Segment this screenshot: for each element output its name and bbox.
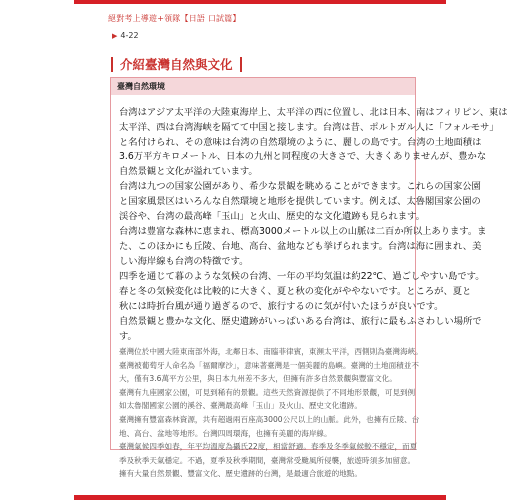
japanese-line: 太平洋、西は台湾海峡を隔てて中国と接します。台湾は昔、ポルトガル人に「フォルモサ」 (119, 121, 499, 133)
section-bar-right (240, 57, 242, 72)
breadcrumb: 絕對考上導遊+領隊【日語 口試篇】 (108, 14, 241, 23)
japanese-line: 3.6万平方キロメートル、日本の九州と同程度の大きさで、大きくありませんが、豊かな (119, 151, 487, 163)
chinese-line: 大，僅有3.6萬平方公里，與日本九州差不多大，但擁有許多自然景觀與豐富文化。 (119, 374, 397, 384)
section-header (111, 56, 242, 73)
chinese-line: 如太魯閣國家公園的溪谷、臺灣最高峰「玉山」及火山、歷史文化遺跡。 (119, 401, 362, 411)
page-number-label: 4-22 (120, 31, 139, 40)
japanese-line: 渓谷や、台湾の最高峰「玉山」と火山、歴史的な文化遺跡も見られます。 (119, 210, 425, 222)
chinese-line: 臺灣有九座國家公園，可見到稀有的景觀。這些天然資源提供了不同地形景觀，可見到例 (119, 387, 416, 397)
japanese-line: 秋には時折台風が通り過ぎるので、旅行するのに気が付いたほうが良いです。 (119, 300, 444, 312)
chinese-line: 臺灣擁有豐富森林資源，共有超過兩百座高3000公尺以上的山脈。此外，也擁有丘陵、台 (119, 414, 420, 424)
japanese-line: と名付けられ、その意味は台湾の自然環境のように、麗しの島です。台湾の土地面積は (119, 136, 482, 148)
japanese-line: 春と冬の気候変化は比較的に大きく、夏と秋の変化がややないです。ところが、夏と (119, 285, 472, 297)
japanese-line: 自然景観と豊かな文化、歴史遺跡がいっぱいある台湾は、旅行に最もふさわしい場所で (119, 315, 482, 327)
chinese-line: 地、高台、盆地等地形。台灣四周環海，也擁有美麗的海岸線。 (119, 428, 332, 438)
japanese-line: す。 (119, 330, 137, 342)
page-number (112, 31, 139, 40)
top-accent-bar (74, 0, 446, 4)
triangle-icon: ▶ (112, 32, 118, 40)
chinese-line: 臺灣被葡萄牙人命名為「福爾摩沙」，意味著臺灣是一個美麗的島嶼。臺灣的土地面積並不 (119, 360, 419, 370)
japanese-line: と国家風景区はいろんな自然環境と地形を提供しています。例えば、太魯閣国家公園の (119, 196, 481, 208)
japanese-line: 台湾は九つの国家公園があり、希少な景観を眺めることができます。これらの国家公園 (119, 181, 481, 193)
chinese-line: 擁有大量自然景觀、豐富文化、歷史遺跡的台灣，是最適合旅遊的地點。 (119, 469, 362, 479)
japanese-line: 台湾は豊富な森林に恵まれ、標高3000メートル以上の山脈は二百か所以上あります。ま (119, 226, 487, 238)
content-panel (110, 77, 508, 479)
panel-heading: 臺灣自然環境 (111, 78, 415, 95)
section-title: 介紹臺灣自然與文化 (120, 57, 233, 72)
chinese-text (119, 345, 423, 481)
japanese-line: 自然景観と文化が溢れています。 (119, 166, 258, 178)
chinese-line: 臺灣氣候四季如春，年平均溫度為攝氏22度，相當舒適。春季及冬季氣候較不穩定，而夏 (119, 442, 418, 452)
japanese-line: 四季を通じて暮のような気候の台湾、一年の平均気温は約22℃、過ごしやすい島です。 (119, 270, 485, 282)
japanese-line: しい海岸線も台湾の特徴です。 (119, 255, 249, 267)
japanese-line: 台湾はアジア太平洋の大陸東海岸上、太平洋の西に位置し、北は日本、南はフィリピン、東は (119, 107, 508, 118)
chinese-line: 季及秋季天氣穩定。不過，夏季及秋季期間，臺灣常受颱風所侵襲，旅遊時須多加留意。 (119, 455, 416, 465)
chinese-line: 臺灣位於中國大陸東南部外海，北鄰日本、南臨菲律賓，東瀕太平洋，西側則為臺灣海峽。 (119, 347, 423, 356)
japanese-line: た、このほかにも丘陵、台地、高台、盆地なども挙げられます。台湾は海に囲まれ、美 (119, 240, 482, 252)
japanese-text (119, 102, 508, 342)
bottom-accent-bar (74, 495, 446, 500)
